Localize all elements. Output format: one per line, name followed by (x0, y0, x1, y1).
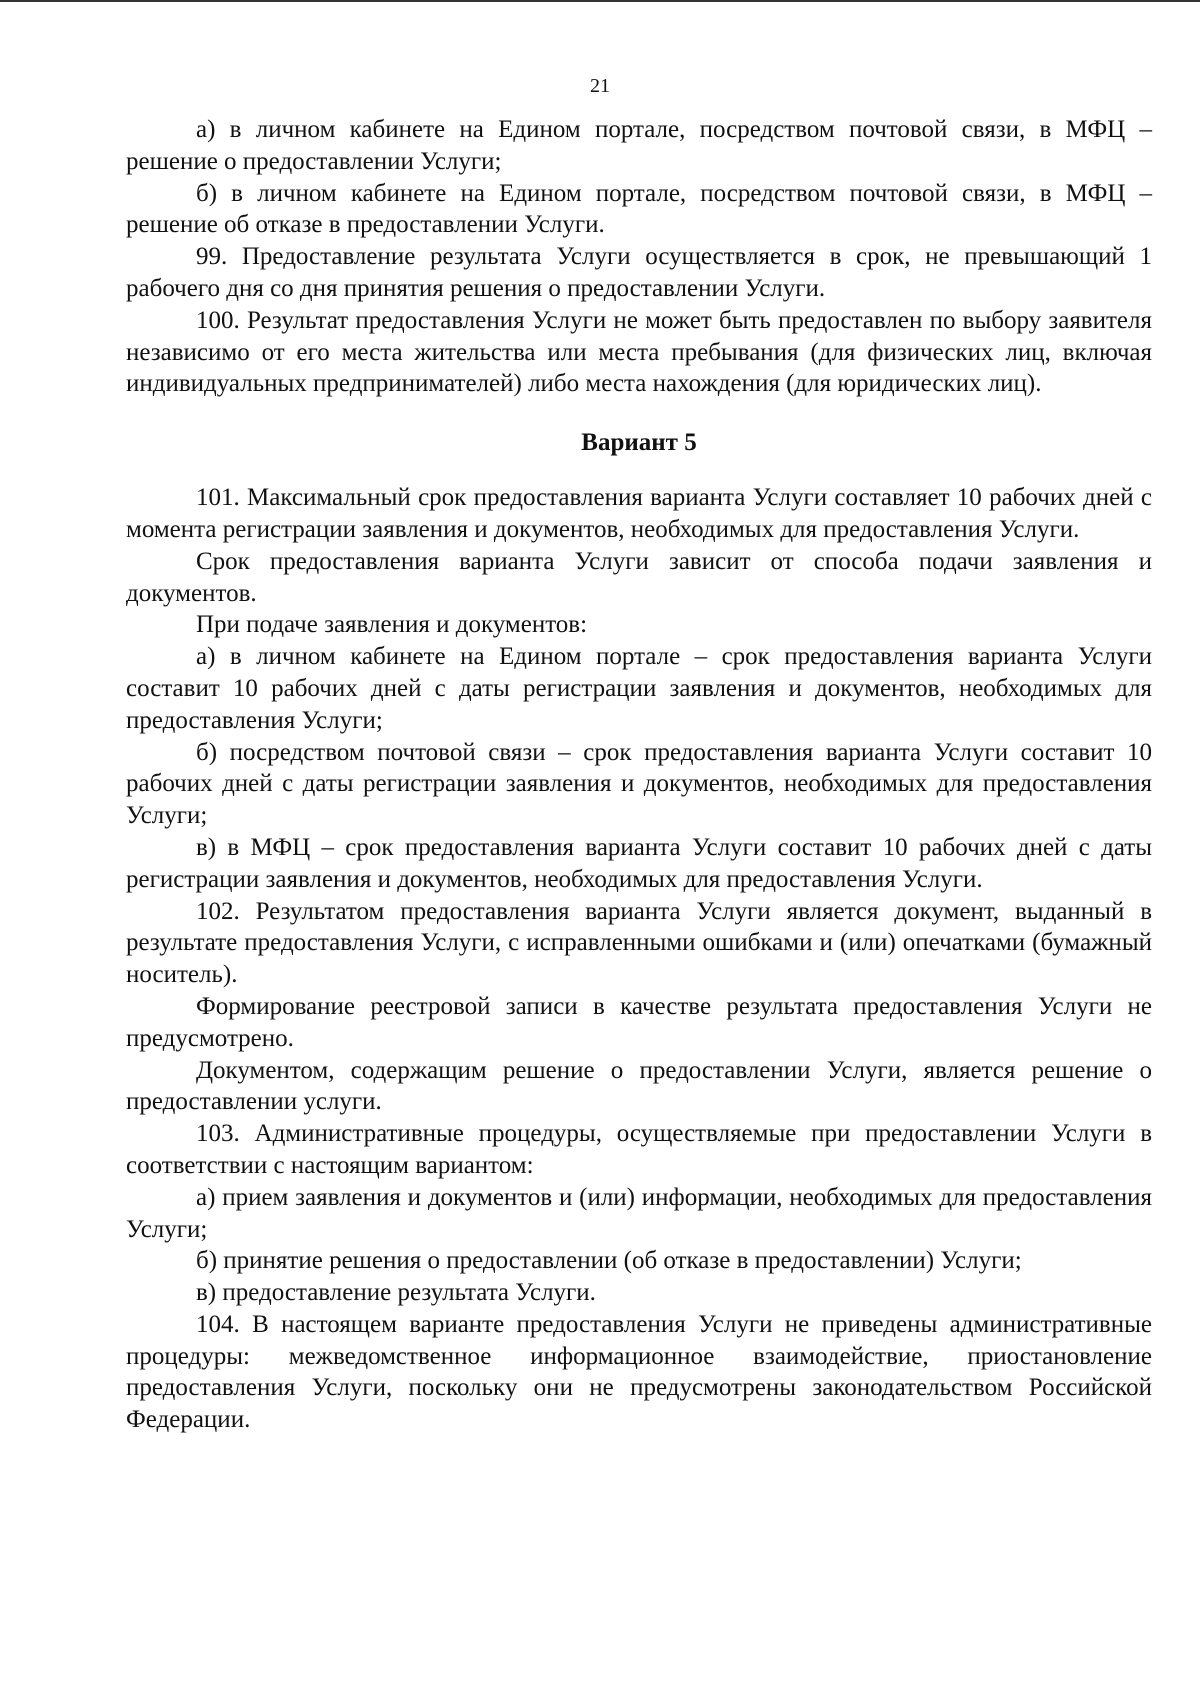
paragraph-decision-document: Документом, содержащим решение о предоставлении Услуги, является решение о предоставлении услуги. (126, 1056, 1152, 1116)
paragraph-submission-intro: При подаче заявления и документов: (196, 611, 588, 639)
paragraph-101: 101. Максимальный срок предоставления варианта Услуги составляет 10 рабочих дней с момента регистрации заявления и документов, необходимых для предоставления Услуги. (126, 484, 1152, 543)
paragraph-term-depends: Срок предоставления варианта Услуги зависит от способа подачи заявления и документов. (126, 547, 1152, 607)
page-number: 21 (590, 75, 610, 97)
paragraph-b-decision-refusal: б) в личном кабинете на Едином портале, посредством почтовой связи, в МФЦ – решение об отказе в предоставлении Услуги. (126, 179, 1152, 239)
paragraph-a-portal: а) в личном кабинете на Едином портале – срок предоставления варианта Услуги составит 10 рабочих дней с даты регистрации заявления и документов, необходимых для предоставления Услуги; (126, 643, 1152, 734)
paragraph-b-post: б) посредством почтовой связи – срок предоставления варианта Услуги составит 10 рабочих дней с даты регистрации заявления и документов, необходимых для предоставления Услуги; (126, 738, 1152, 830)
paragraph-102: 102. Результатом предоставления варианта Услуги является документ, выданный в результате предоставления Услуги, с исправленными ошибками и (или) опечатками (бумажный носитель). (126, 897, 1152, 989)
document-body (126, 114, 1152, 1436)
paragraph-104: 104. В настоящем варианте предоставления Услуги не приведены административные процедуры: межведомственное информационное взаимодействие, приостановление предоставления Услуги, поскольку они не предусмотрены законодательством Российской Федерации. (126, 1310, 1152, 1434)
paragraph-103-a: а) прием заявления и документов и (или) информации, необходимых для предоставления Услуги; (126, 1183, 1152, 1243)
top-border-line (0, 0, 1200, 2)
paragraph-a-decision-grant: а) в личном кабинете на Едином портале, посредством почтовой связи, в МФЦ – решение о предоставлении Услуги; (126, 116, 1152, 175)
paragraph-99: 99. Предоставление результата Услуги осуществляется в срок, не превышающий 1 рабочего дня со дня принятия решения о предоставлении Услуги. (126, 243, 1152, 302)
paragraph-registry-record: Формирование реестровой записи в качестве результата предоставления Услуги не предусмотрено. (126, 992, 1152, 1052)
section-heading: Вариант 5 (581, 429, 697, 457)
paragraph-c-mfc: в) в МФЦ – срок предоставления варианта Услуги составит 10 рабочих дней с даты регистрации заявления и документов, необходимых для предоставления Услуги. (126, 833, 1152, 893)
paragraph-103-c: в) предоставление результата Услуги. (196, 1279, 596, 1307)
paragraph-103: 103. Административные процедуры, осуществляемые при предоставлении Услуги в соответствии с настоящим вариантом: (126, 1120, 1152, 1179)
paragraph-103-b: б) принятие решения о предоставлении (об отказе в предоставлении) Услуги; (196, 1247, 1022, 1275)
paragraph-100: 100. Результат предоставления Услуги не может быть предоставлен по выбору заявителя независимо от его места жительства или места пребывания (для физических лиц, включая индивидуальных предпринимателей) либо места нахождения (для юридических лиц). (126, 306, 1152, 398)
